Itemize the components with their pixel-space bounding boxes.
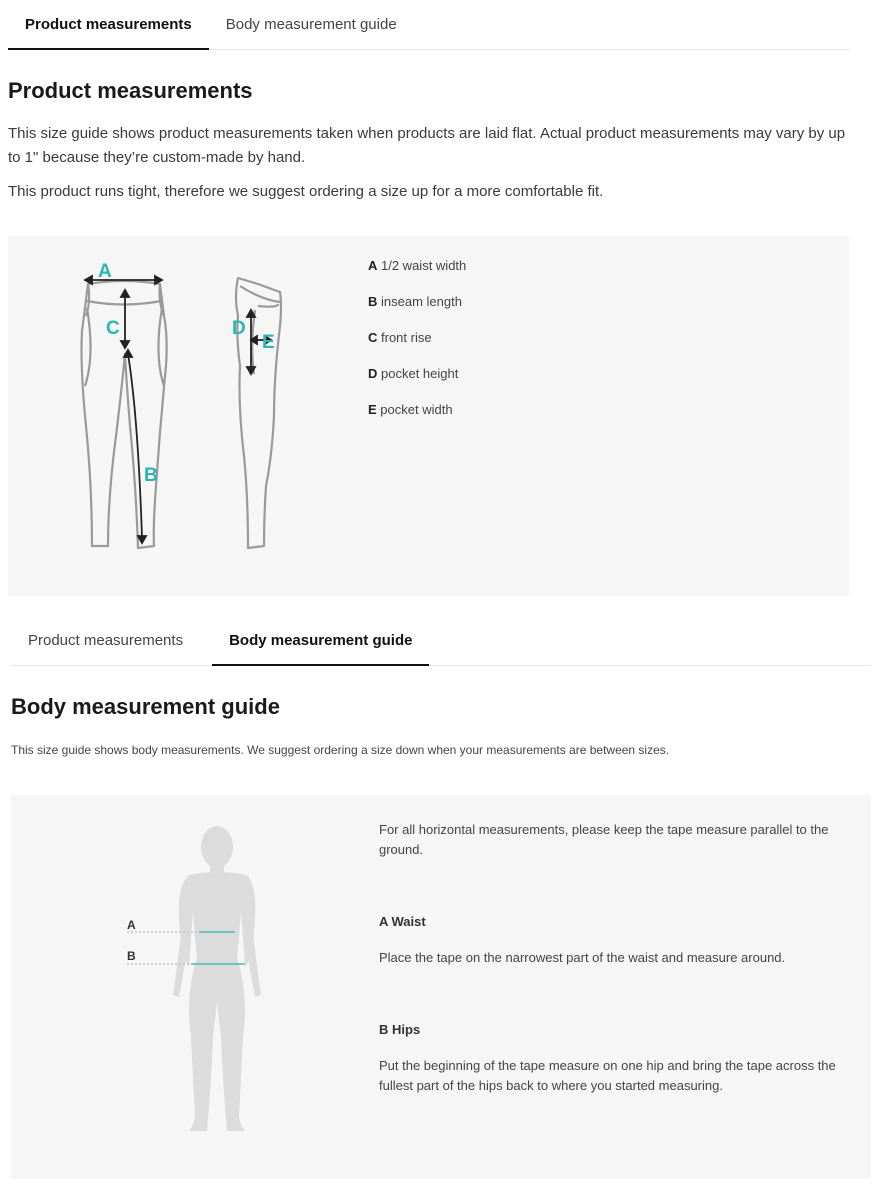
body-guide-intro: This size guide shows body measurements. We suggest ordering a size down when your measurements are between sizes. <box>11 743 670 757</box>
tab-body-measurement-guide[interactable]: Body measurement guide <box>212 616 429 665</box>
legend-item: A 1/2 waist width <box>368 258 467 273</box>
top-tab-bar <box>8 0 850 50</box>
diagram-label-e: E <box>262 332 275 353</box>
diagram-label-c: C <box>106 318 120 339</box>
measurement-legend <box>368 258 466 438</box>
diagram-label-b: B <box>144 465 158 486</box>
tab-body-measurement-guide[interactable]: Body measurement guide <box>225 16 397 33</box>
body-guide-heading: Body measurement guide <box>11 694 280 719</box>
product-intro-text: This size guide shows product measurements taken when products are laid flat. Actual product measurements may vary by up to 1" because they’re custom-made by hand. <box>8 125 846 166</box>
figure-label-a: A <box>127 918 136 932</box>
body-silhouette <box>119 817 319 1147</box>
hips-instruction: Put the beginning of the tape measure on one hip and bring the tape across the fullest part of the hips back to where you started measuring. <box>379 1058 836 1093</box>
tab-product-measurements[interactable]: Product measurements <box>28 632 184 649</box>
waist-title: A Waist <box>379 914 426 929</box>
hips-title: B Hips <box>379 1022 421 1037</box>
product-fit-note: This product runs tight, therefore we suggest ordering a size up for a more comfortable fit. <box>8 183 604 200</box>
product-measurements-heading: Product measurements <box>8 78 253 103</box>
diagram-label-d: D <box>232 318 246 339</box>
leggings-diagram <box>68 256 368 596</box>
legend-item: E pocket width <box>368 402 453 417</box>
legend-item: D pocket height <box>368 366 459 381</box>
bottom-tab-bar <box>10 616 871 666</box>
diagram-label-a: A <box>98 261 112 282</box>
legend-item: C front rise <box>368 330 432 345</box>
body-guide-panel <box>11 795 871 1179</box>
tab-product-measurements[interactable]: Product measurements <box>8 0 209 49</box>
horizontal-measurement-note: For all horizontal measurements, please keep the tape measure parallel to the ground. <box>379 822 829 857</box>
figure-label-b: B <box>127 949 136 963</box>
legend-item: B inseam length <box>368 294 462 309</box>
product-diagram-panel <box>8 236 849 596</box>
waist-instruction: Place the tape on the narrowest part of the waist and measure around. <box>379 950 786 965</box>
